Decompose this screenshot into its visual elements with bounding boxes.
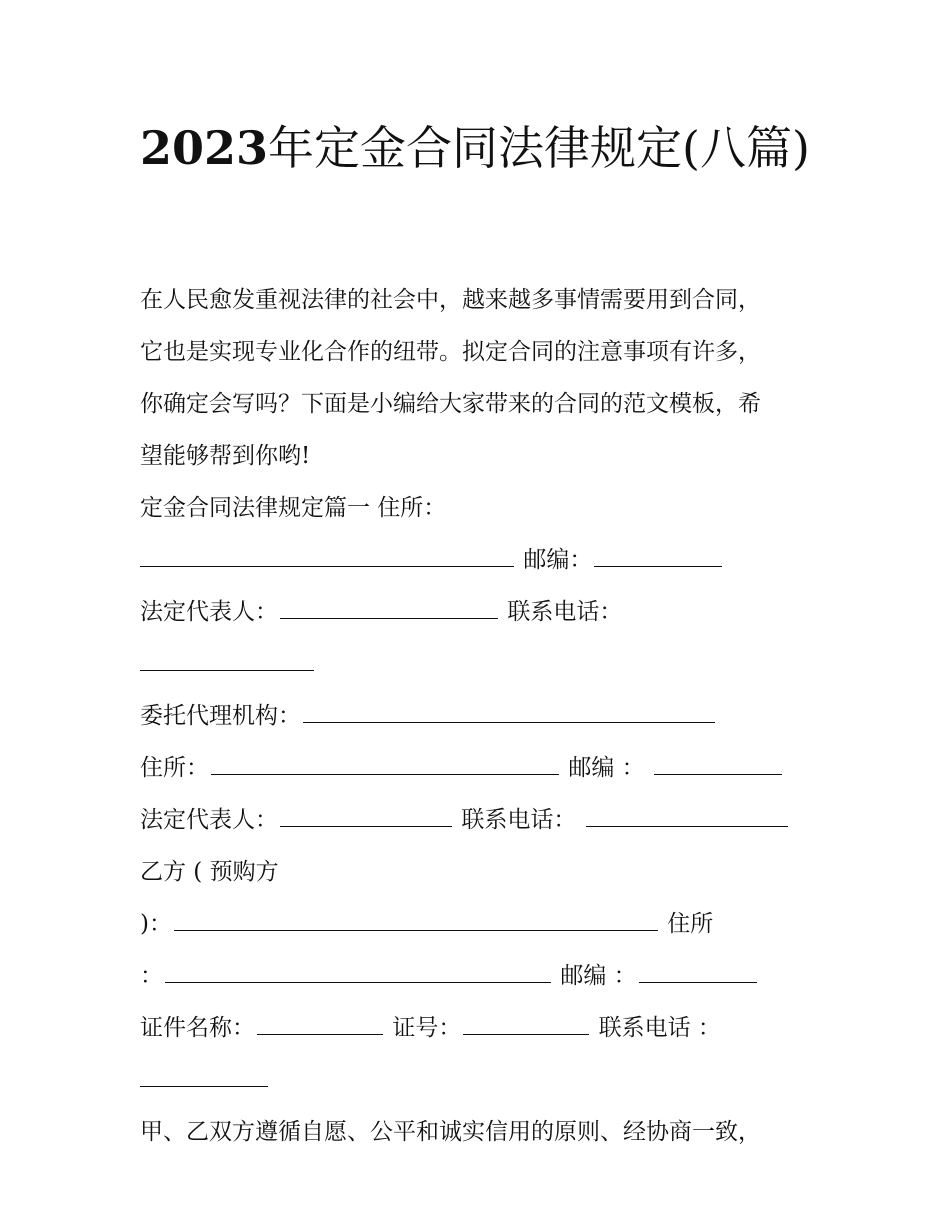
address-postcode-line-3 <box>140 950 820 1002</box>
closing-line: 甲、乙双方遵循自愿、公平和诚实信用的原则、经协商一致， <box>140 1119 761 1145</box>
title-year: 2023 <box>140 121 269 175</box>
phone-blank-3 <box>140 1068 268 1087</box>
postcode-blank-2 <box>654 756 782 775</box>
phone-blank <box>140 652 314 671</box>
phone-blank-2 <box>586 808 788 827</box>
id-no-label: 证号： <box>392 1015 462 1041</box>
legal-rep-blank-2 <box>280 808 452 827</box>
id-line <box>140 1002 820 1054</box>
colon: ： <box>140 963 163 989</box>
address-blank <box>140 548 514 567</box>
postcode-label-2: 邮编 ： <box>568 755 645 781</box>
phone-label-3: 联系电话 ： <box>598 1015 721 1041</box>
postcode-blank-3 <box>639 964 757 983</box>
phone-label-2: 联系电话： <box>461 807 577 833</box>
postcode-label: 邮编： <box>523 547 593 573</box>
postcode-label-3: 邮编 ： <box>560 963 637 989</box>
document-body <box>140 274 820 1158</box>
document-title <box>140 112 820 184</box>
address-blank-3 <box>165 964 551 983</box>
agent-blank <box>303 704 715 723</box>
id-name-blank <box>257 1016 383 1035</box>
title-text: 年定金合同法律规定(八篇) <box>268 121 810 175</box>
agent-label: 委托代理机构： <box>140 703 301 729</box>
address-label: 住所： <box>140 755 209 781</box>
intro-line-3: 你确定会写吗？下面是小编给大家带来的合同的范文模板，希 <box>140 391 761 417</box>
address-blank-2 <box>211 756 559 775</box>
legal-rep-label-2: 法定代表人： <box>140 807 278 833</box>
address-line-2 <box>140 742 820 794</box>
phone-label: 联系电话： <box>507 599 623 625</box>
legal-rep-blank <box>280 600 498 619</box>
intro-line-4: 望能够帮到你哟! <box>140 443 311 469</box>
phone-blank-line-3 <box>140 1054 820 1106</box>
legal-rep-line-2 <box>140 794 820 846</box>
party-b-blank <box>174 912 658 931</box>
section-heading: 定金合同法律规定篇一 住所： <box>140 495 447 521</box>
postcode-blank <box>594 548 722 567</box>
id-no-blank <box>463 1016 589 1035</box>
party-b-blank-line <box>140 898 820 950</box>
address-postcode-line <box>140 534 820 586</box>
legal-rep-line <box>140 586 820 638</box>
party-b-close: )： <box>140 911 172 937</box>
phone-blank-line <box>140 638 820 690</box>
legal-rep-label: 法定代表人： <box>140 599 278 625</box>
intro-line-1: 在人民愈发重视法律的社会中，越来越多事情需要用到合同， <box>140 287 761 313</box>
party-b-line: 乙方 ( 预购方 <box>140 859 279 885</box>
agent-line <box>140 690 820 742</box>
address-label-3: 住所 <box>667 911 714 937</box>
intro-line-2: 它也是实现专业化合作的纽带。拟定合同的注意事项有许多， <box>140 339 761 365</box>
id-name-label: 证件名称： <box>140 1015 255 1041</box>
